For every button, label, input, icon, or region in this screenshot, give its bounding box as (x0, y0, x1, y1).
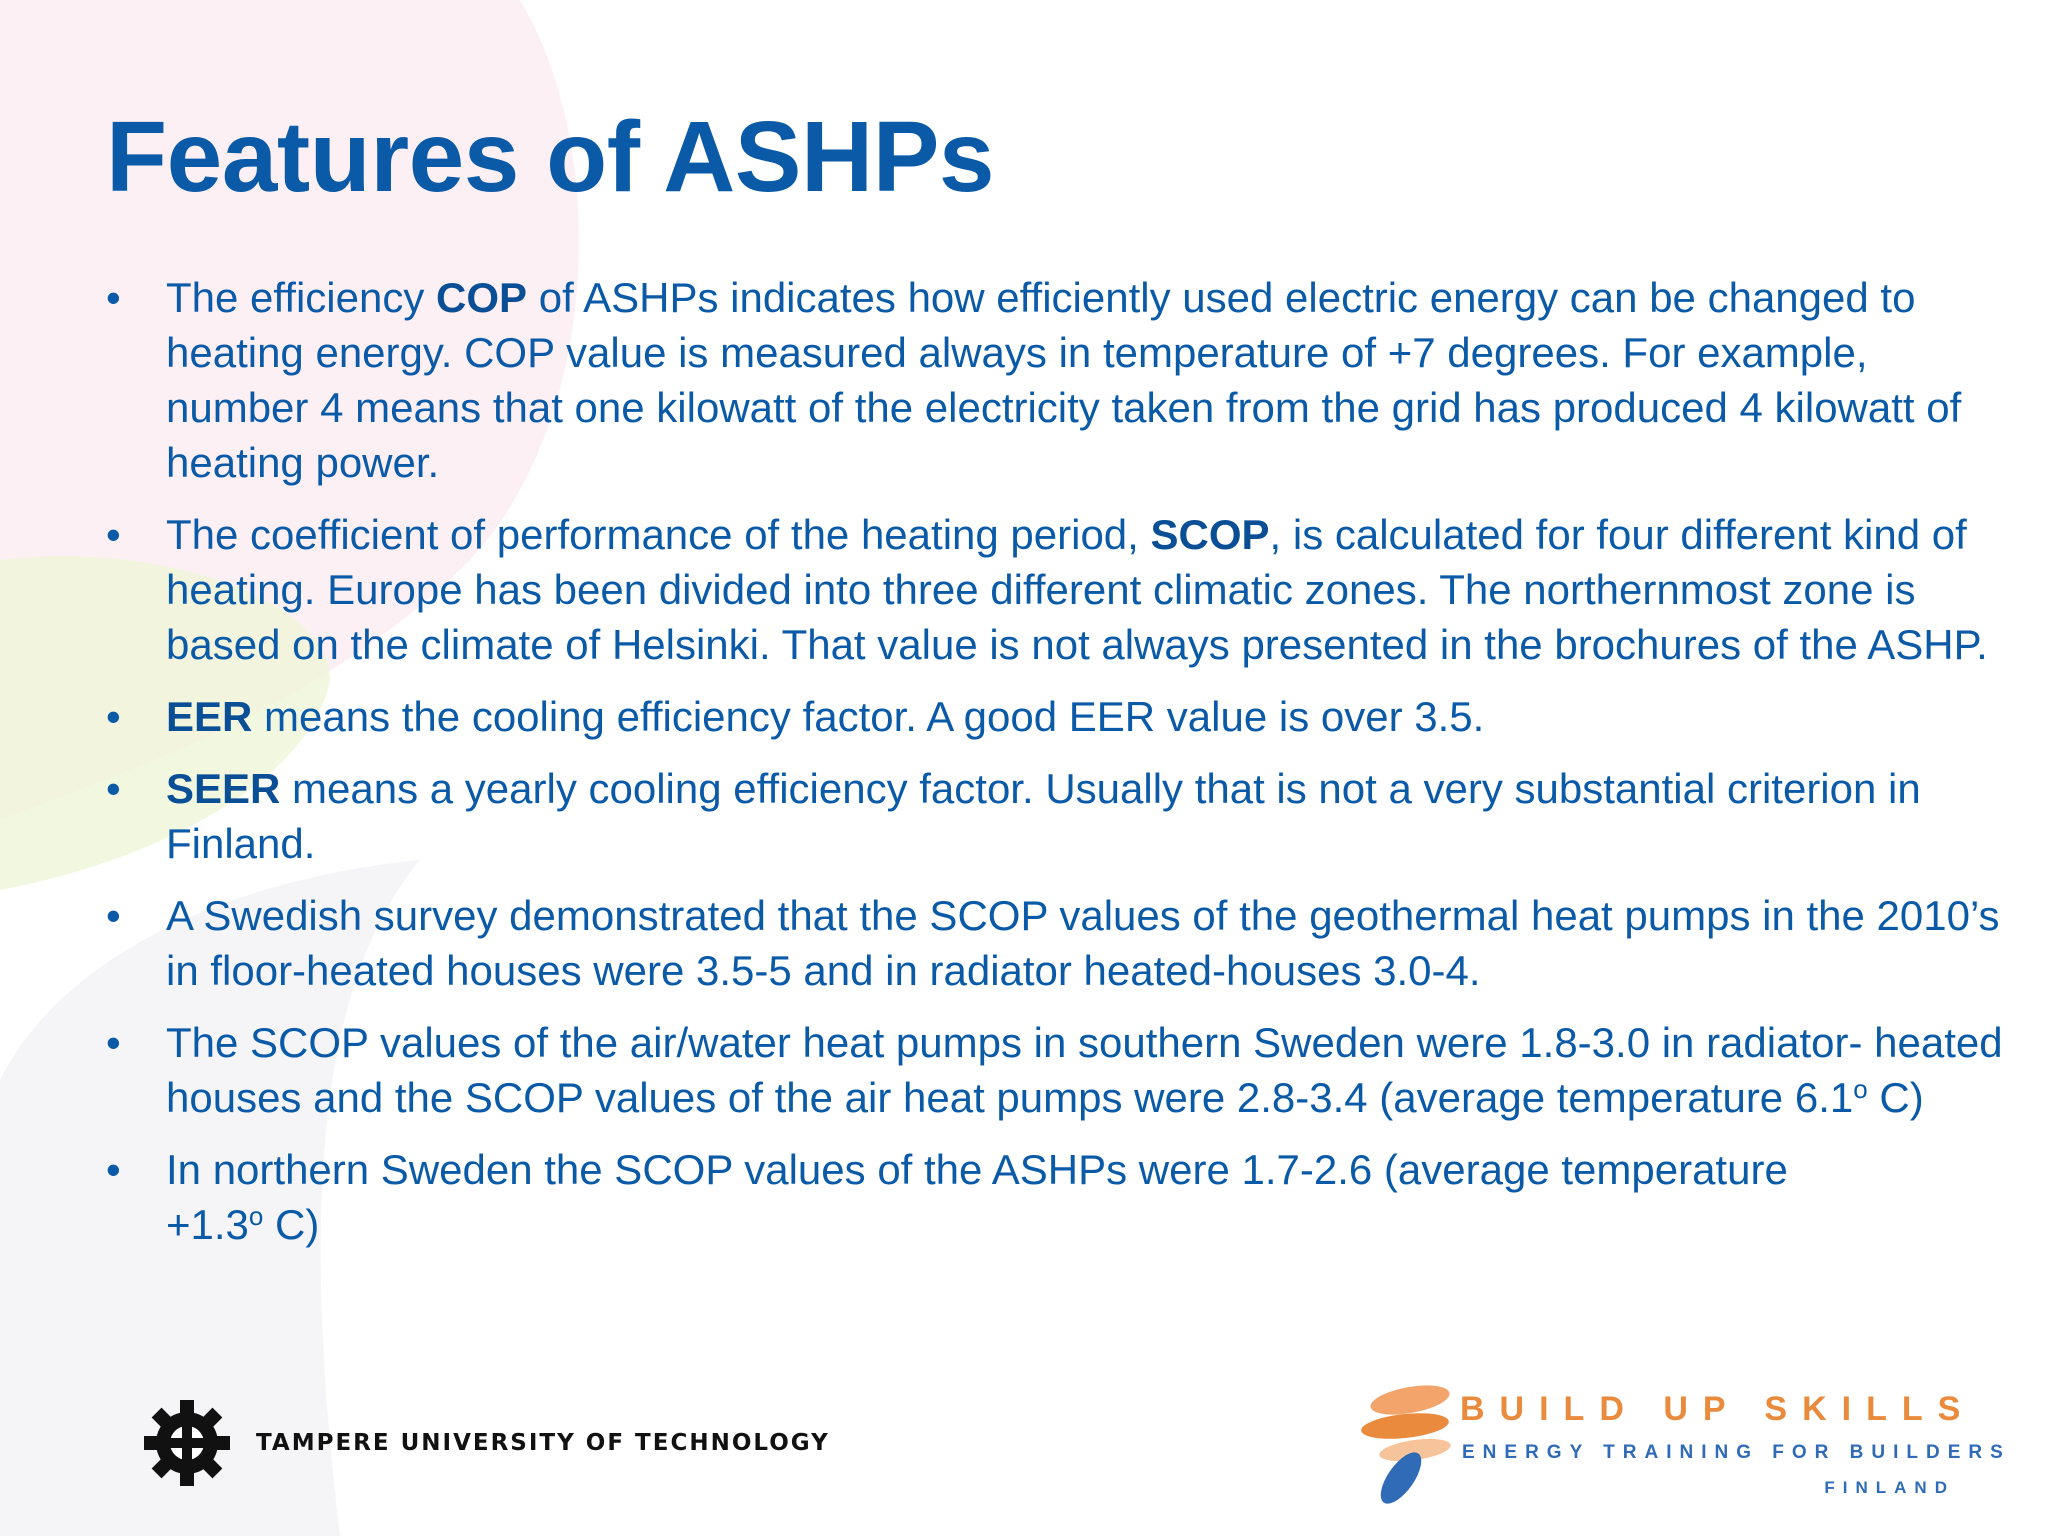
bullet-marker: • (106, 892, 121, 939)
university-name: TAMPERE UNIVERSITY OF TECHNOLOGY (256, 1430, 830, 1456)
slide-title: Features of ASHPs (106, 101, 995, 213)
bullet-marker: • (106, 274, 121, 321)
bullet-swedish-survey (106, 888, 2006, 998)
tut-logo (142, 1398, 830, 1488)
build-up-skills-subtitle: ENERGY TRAINING FOR BUILDERS (1462, 1442, 2011, 1463)
bullet-southern-sweden (106, 1015, 2006, 1125)
bullet-keyword: COP (436, 274, 528, 321)
bullet-text: The SCOP values of the air/water heat pumps in southern Sweden were 1.8-3.0 in radiator- heated houses and the SCOP values of the air heat pumps were 2.8-3.4 (average temperature 6.1 (166, 1019, 2003, 1121)
bullet-eer (106, 689, 2006, 744)
bullet-text: , is calculated for four different kind of heating. Europe has been divided into three different climatic zones. The northernmost zone is based on the climate of Helsinki. That value is not always presented in the brochures of the ASHP. (166, 511, 1988, 668)
bullet-cop (106, 270, 2006, 490)
gear-logo-icon (142, 1398, 232, 1488)
bullet-text: The coefficient of performance of the heating period, (166, 511, 1151, 558)
bullet-keyword: SCOP (1150, 511, 1270, 558)
degree-superscript: o (248, 1201, 264, 1231)
bullet-marker: • (106, 1146, 121, 1193)
bullet-text: The efficiency (166, 274, 437, 321)
bullet-marker: • (106, 1019, 121, 1066)
bullet-marker: • (106, 693, 121, 740)
build-up-skills-title: BUILD UP SKILLS (1460, 1390, 1976, 1428)
bullet-text: of ASHPs indicates how efficiently used electric energy can be changed to heating energy. COP value is measured always in temperature of +7 degrees. For example, number 4 means that one kilowatt of the electricity taken from the grid has produced 4 kilowatt of heating power. (166, 274, 1962, 486)
bullet-keyword: EER (166, 693, 253, 740)
build-up-skills-logo (1355, 1378, 2011, 1508)
bullet-line2 (166, 1201, 319, 1248)
bullet-scop (106, 507, 2006, 672)
bullet-text: means the cooling efficiency factor. A good EER value is over 3.5. (252, 693, 1485, 740)
bullet-list (106, 270, 2006, 1269)
bullet-marker: • (106, 511, 121, 558)
build-up-skills-country: FINLAND (1824, 1478, 1955, 1497)
bullet-marker: • (106, 765, 121, 812)
bullet-text-end: C) (1867, 1074, 1924, 1121)
bullet-text: In northern Sweden the SCOP values of the ASHPs were 1.7-2.6 (average temperature (166, 1146, 1788, 1193)
bullet-northern-sweden (106, 1142, 2006, 1252)
bullet-keyword: SEER (166, 765, 281, 812)
bullet-text: A Swedish survey demonstrated that the SCOP values of the geothermal heat pumps in the 2010’s in floor-heated houses were 3.5-5 and in radiator heated-houses 3.0-4. (166, 892, 2000, 994)
bullet-text: means a yearly cooling efficiency factor. Usually that is not a very substantial criterion in Finland. (166, 765, 1921, 867)
bullet-text-end: C) (263, 1201, 320, 1248)
bullet-seer (106, 761, 2006, 871)
bullet-text-value: +1.3 (166, 1201, 249, 1248)
build-up-skills-swoosh-icon (1355, 1378, 1465, 1508)
degree-superscript: o (1853, 1074, 1868, 1104)
